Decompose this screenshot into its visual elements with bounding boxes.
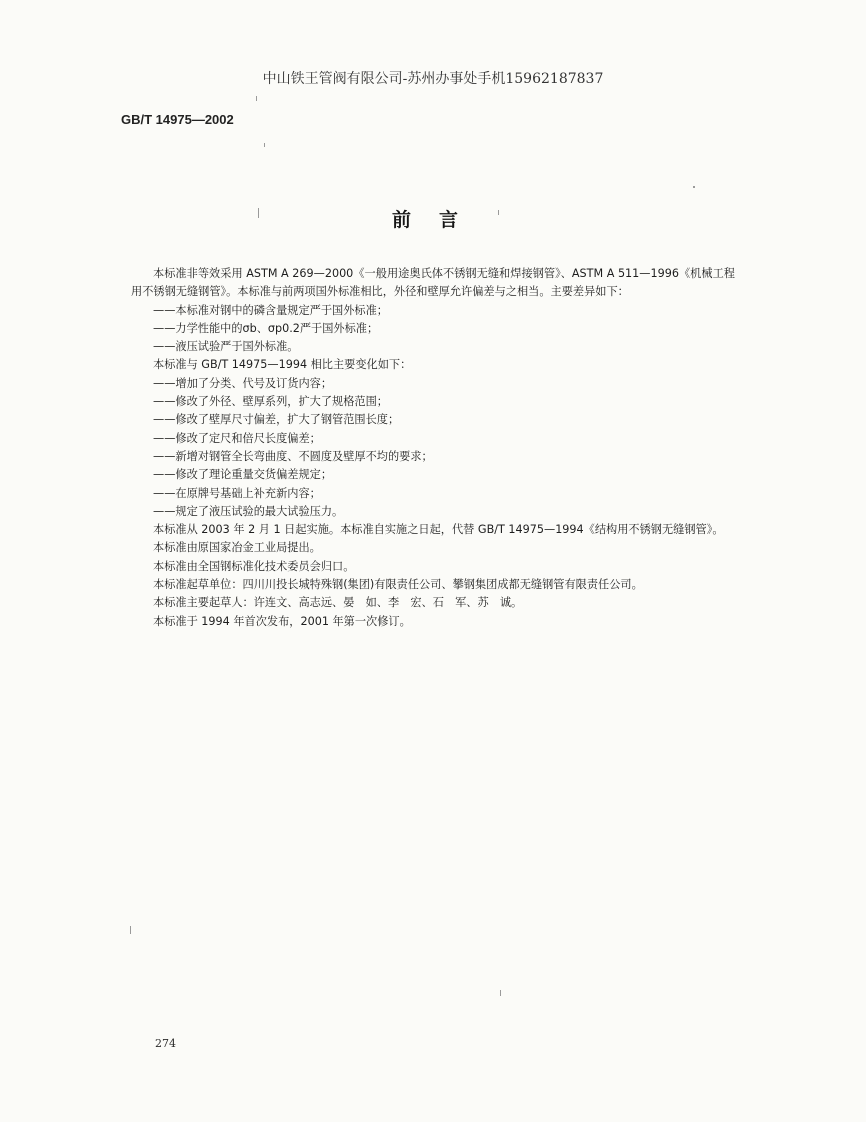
page-number: 274 xyxy=(155,1037,176,1050)
foreword-body xyxy=(131,265,735,631)
list-item: ——本标准对钢中的磷含量规定严于国外标准； xyxy=(153,303,388,317)
list-item: ——增加了分类、代号及订货内容； xyxy=(153,376,333,390)
scan-speck xyxy=(256,96,257,101)
list-item: ——修改了外径、壁厚系列，扩大了规格范围； xyxy=(153,395,388,409)
standard-code: GB/T 14975—2002 xyxy=(121,112,234,127)
list-item: ——力学性能中的σb、σp0.2严于国外标准； xyxy=(153,321,379,335)
scan-speck xyxy=(500,990,501,996)
scan-speck xyxy=(258,208,259,218)
list-item: ——修改了理论重量交货偏差规定； xyxy=(153,468,333,482)
paragraph-changes: 本标准与 GB/T 14975—1994 相比主要变化如下： xyxy=(153,358,412,372)
paragraph-history: 本标准于 1994 年首次发布，2001 年第一次修订。 xyxy=(153,614,411,628)
paragraph-proposer: 本标准由原国家冶金工业局提出。 xyxy=(153,541,321,555)
paragraph-effective-date: 本标准从 2003 年 2 月 1 日起实施。本标准自实施之日起，代替 GB/T 14975—1994《结构用不锈钢无缝钢管》。 xyxy=(153,523,724,537)
list-item: ——新增对钢管全长弯曲度、不圆度及壁厚不均的要求； xyxy=(153,449,433,463)
list-item: ——修改了定尺和倍尺长度偏差； xyxy=(153,431,321,445)
list-item: ——规定了液压试验的最大试验压力。 xyxy=(153,504,344,518)
paragraph-drafting-units: 本标准起草单位：四川川投长城特殊钢(集团)有限责任公司、攀钢集团成都无缝钢管有限责任公司。 xyxy=(153,578,643,592)
list-item: ——在原牌号基础上补充新内容； xyxy=(153,486,321,500)
paragraph-adoption: 本标准非等效采用 ASTM A 269—2000《一般用途奥氏体不锈钢无缝和焊接钢管》、ASTM A 511—1996《机械工程用不锈钢无缝钢管》。本标准与前两项国外标准相比，外径和壁厚允许偏差与之相当。主要差异如下： xyxy=(131,267,735,299)
scan-speck xyxy=(264,143,265,147)
list-item: ——修改了壁厚尺寸偏差，扩大了钢管范围长度； xyxy=(153,413,400,427)
list-item: ——液压试验严于国外标准。 xyxy=(153,340,299,354)
scan-speck xyxy=(498,210,499,215)
watermark-contact: 中山铁王管阀有限公司-苏州办事处手机15962187837 xyxy=(262,71,604,87)
paragraph-drafters: 本标准主要起草人：许连文、高志远、晏 如、李 宏、石 军、苏 诚。 xyxy=(153,596,523,610)
paragraph-centralized: 本标准由全国钢标准化技术委员会归口。 xyxy=(153,559,355,573)
scan-speck xyxy=(130,926,131,934)
scan-speck xyxy=(693,186,695,188)
page-title: 前言 xyxy=(391,209,486,231)
